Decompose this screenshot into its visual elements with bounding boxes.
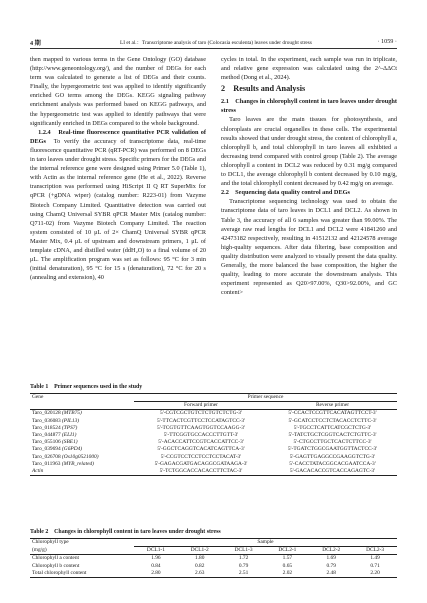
gene-symbol: (SBE1) bbox=[62, 439, 78, 446]
chlorophyll-value-cell: 0.65 bbox=[282, 562, 293, 569]
chlorophyll-value-cell: 2.80 bbox=[151, 569, 161, 576]
table2-header-unit: (mg/g) bbox=[32, 546, 47, 553]
reverse-primer-cell: 5'-TGATCTGGCGAATGGTTACTCC-3' bbox=[287, 446, 378, 453]
gene-cell bbox=[30, 454, 134, 461]
chlorophyll-value-cell: 2.51 bbox=[238, 569, 249, 576]
sample-header-cell: DCL1-2 bbox=[190, 547, 209, 554]
sample-header-cell: DCL2-3 bbox=[366, 547, 385, 554]
table-row bbox=[30, 454, 397, 461]
chlorophyll-value-cell: 1.57 bbox=[282, 555, 293, 562]
chlorophyll-value-cell: 2.63 bbox=[195, 569, 205, 576]
gene-symbol: Actin bbox=[32, 468, 44, 475]
reverse-primer-cell: 5'-CACCTATACGGCACGAATCCA-3' bbox=[289, 460, 376, 467]
gene-cell bbox=[30, 446, 134, 453]
table2-header-type: Chlorophyll type bbox=[32, 539, 69, 546]
table2-header-sample: Sample bbox=[134, 539, 397, 547]
gene-id: Taro_044877 bbox=[32, 432, 63, 439]
chlorophyll-value-cell: 2.02 bbox=[282, 569, 293, 576]
table-row bbox=[30, 563, 397, 570]
gene-cell bbox=[30, 425, 134, 432]
table-row bbox=[30, 446, 397, 453]
forward-primer-cell: 5'-CGTCGCTGTCTCTGTCTCTG-3' bbox=[160, 410, 242, 417]
header-rule bbox=[30, 48, 397, 49]
reverse-primer-cell: 5'-CTGCCTTGCTCACTCTTCC-3' bbox=[293, 439, 372, 446]
gene-symbol: (MYB_related) bbox=[61, 460, 94, 467]
chlorophyll-value-cell: 1.69 bbox=[326, 555, 336, 562]
gene-symbol: (PIL13) bbox=[62, 417, 80, 424]
gene-symbol: (ELI1) bbox=[62, 432, 77, 439]
table2-caption: Table 2 Changes in chlorophyll content in taro leaves under drought stress bbox=[30, 529, 221, 535]
chlorophyll-value-cell: 2.20 bbox=[370, 569, 380, 576]
gene-symbol: (MTB75) bbox=[62, 410, 82, 417]
table-row bbox=[30, 468, 397, 476]
sequencing-paragraph: Transcriptome sequencing technology was used to obtain the transcriptome data of taro leaves in DCL1 and DCL2. As shown in Table 3, the accuracy of all 6 samples was greater than 99.00%. The average raw read lengths for DCL1 and DCL2 were 41841260 and 42473182 respectively, resulting in 41512132 and 42124578 average high-quality sequences. After data filtering, base composition and quality distribution were analyzed to visually present the data quality. Generally, the more balanced the base composition, the higher the quality, leading to more accurate the downstream analysis. This experiment represented as Q20>97.00%, Q30>92.00%, and GC content> bbox=[221, 198, 397, 297]
gene-symbol: (TPS7) bbox=[62, 424, 78, 431]
table-row bbox=[30, 439, 397, 446]
gene-id: Taro_039694 bbox=[32, 446, 63, 453]
table1-header-gene: Gene bbox=[32, 394, 44, 401]
gene-cell bbox=[30, 461, 134, 468]
reverse-primer-cell: 5'-TGCCTCATTCATCGCTCTG-3' bbox=[293, 424, 372, 431]
table1-header-forward: Forward primer bbox=[184, 402, 218, 409]
right-column bbox=[221, 55, 397, 297]
gene-id: Taro_055106 bbox=[32, 439, 63, 446]
chlorophyll-value-cell: 2.48 bbox=[326, 569, 336, 576]
chlorophyll-value-cell: 0.84 bbox=[151, 562, 161, 569]
table-row bbox=[30, 461, 397, 468]
chlorophyll-value-cell: 1.80 bbox=[195, 555, 205, 562]
sample-header-cell: DCL1-3 bbox=[234, 547, 253, 554]
gene-id: Taro_011963 bbox=[32, 460, 62, 467]
table-chlorophyll bbox=[30, 526, 397, 578]
chlorophyll-value-cell: 0.79 bbox=[238, 562, 249, 569]
table-row bbox=[30, 432, 397, 439]
gene-cell bbox=[30, 468, 134, 476]
chlorophyll-value-cell: 1.49 bbox=[370, 555, 380, 562]
chlorophyll-type-cell: Total chlorophyll content bbox=[32, 569, 87, 576]
gene-id: Taro_020128 bbox=[32, 410, 63, 417]
table1-header-reverse: Reverse primer bbox=[315, 402, 350, 409]
chlorophyll-value-cell: 0.79 bbox=[326, 562, 336, 569]
qpcr-text: To verify the accuracy of transcriptome data, real-time fluorescence quantitative PCR (qRT-PCR) was performed on 8 DEGs in taro leaves under drought stress. Specific primers for the DEGs and the internal reference gene were designed using Primer 5.0 (Table 1), with Actin as the internal reference gene (He et al., 2022). Reverse transcription was performed using HiScript II Q RT SuperMix for qPCR (+gDNA wiper) (catalog number: R223-01) from Vazyme Biotech Company Limited. Quantitative detection was carried out using ChamQ Universal SYBR qPCR Master Mix (catalog number: Q711-02) from Vazyme Biotech Company Limited. The reaction system consisted of 10 μL of 2× ChamQ Universal SYBR qPCR Master Mix, 0.4 μL of upstream and downstream primers, 1 μL of template cDNA, and distilled water (ddH₂O) to a final volume of 20 μL. The amplification program was set as follows: 95 °C for 3 min (initial denaturation), 95 °C for 15 s (denaturation), 72 °C for 20 s (annealing and extension), 40 bbox=[30, 137, 206, 282]
qpcr-subheading: 1.2.4 Real-time fluorescence quantitative PCR validation of DEGs bbox=[30, 128, 206, 145]
qpcr-continued-paragraph: cycles in total. In the experiment, each sample was run in triplicate, and relative gene expression was calculated using the 2^-ΔΔCt method (Dong et al., 2024). bbox=[221, 56, 397, 82]
section-title-results: 2 Results and Analysis bbox=[221, 84, 306, 94]
forward-primer-cell: 5'-TCGTGTTCAAGTGGTCCAAGG-3' bbox=[157, 424, 245, 431]
gene-symbol: (Os10g0521000) bbox=[62, 453, 99, 460]
table-row bbox=[30, 418, 397, 425]
qpcr-paragraph bbox=[30, 128, 206, 283]
forward-primer-cell: 5'-TCTGGCACCACACCTTCTAC-3' bbox=[159, 468, 243, 475]
table1-caption: Table 1 Primer sequences used in the study bbox=[30, 384, 143, 390]
table-row bbox=[30, 570, 397, 578]
chlorophyll-value-cell: 0.82 bbox=[195, 562, 205, 569]
reverse-primer-cell: 5'-TATCTGCTCGGTCACTCTGTTC-3' bbox=[288, 432, 377, 439]
table-row bbox=[30, 555, 397, 563]
chlorophyll-type-cell: Chlorophyll a content bbox=[32, 555, 80, 562]
running-title: LI et al.：Transcriptome analysis of taro (Colocasia esculenta) leaves under drought stress bbox=[120, 40, 312, 46]
gene-cell bbox=[30, 418, 134, 425]
table-row bbox=[30, 410, 397, 418]
chlorophyll-paragraph: Taro leaves are the main tissues for photosynthesis, and chloroplasts are crucial organelles in these cells. The experimental results showed that under drought stress, the content of chlorophyll a, chlorophyll b, and total chlorophyll in taro leaves all exhibited a decreasing trend compared with control group (Table 2). The average chlorophyll a content in DCL2 was reduced by 0.31 mg/g compared to DCL1, the average chlorophyll b content decreased by 0.10 mg/g, and the total chlorophyll content decreased by 0.42 mg/g on average. bbox=[221, 116, 397, 188]
forward-primer-cell: 5'-ACACCATTCCGTCACCATTCC-3' bbox=[158, 439, 244, 446]
reverse-primer-cell: 5'-GACACACCGTCACCAGAGTC-3' bbox=[289, 468, 376, 475]
gene-id: Taro_018524 bbox=[32, 424, 63, 431]
table1-grid bbox=[30, 393, 397, 476]
left-column bbox=[30, 55, 206, 282]
forward-primer-cell: 5'-TTCGGTGCCACCCTTGTT-3' bbox=[163, 432, 239, 439]
table-primers bbox=[30, 381, 397, 476]
reverse-primer-cell: 5'-GAGTTGAGGCCGAAGGTCTG-3' bbox=[289, 453, 376, 460]
forward-primer-cell: 5'-GAGACGATGACAGGCGATAAGA-3' bbox=[154, 460, 248, 467]
forward-primer-cell: 5'-CCGTCCTCCTCCTCCTACAT-3' bbox=[160, 453, 242, 460]
reverse-primer-cell: 5'-CCACTCCGTTCACATAGTTCCT-3' bbox=[288, 410, 377, 417]
issue-number: 4 期 bbox=[30, 40, 41, 47]
sample-header-cell: DCL1-1 bbox=[146, 547, 165, 554]
chlorophyll-value-cell: 1.96 bbox=[151, 555, 161, 562]
table1-body bbox=[30, 410, 397, 476]
table2-grid bbox=[30, 538, 397, 578]
sample-header-cell: DCL2-1 bbox=[278, 547, 297, 554]
page-number: · 1059 · bbox=[377, 38, 397, 45]
gene-id: Taro_036083 bbox=[32, 417, 63, 424]
gene-symbol: (G6PD4) bbox=[62, 446, 83, 453]
gene-cell bbox=[30, 410, 134, 418]
reverse-primer-cell: 5'-GCATCCTCCTCTACACCTCTTC-3' bbox=[288, 417, 377, 424]
go-enrichment-paragraph: then mapped to various terms in the Gene Ontology (GO) database (http://www.geneontology.org/), and the number of DEGs for each term was calculated to generate a list of DEGs and their counts. Finally, the hypergeometric test was applied to identify significantly enriched GO terms among the DEGs. KEGG signaling pathway enrichment analysis was performed based on KEGG pathways, and the hypergeometric test was applied to identify pathways that were significantly enriched in DEGs compared to the whole background. bbox=[30, 56, 206, 127]
forward-primer-cell: 5'-TTCACTCGTTCCTCCATAGTCC-3' bbox=[156, 417, 246, 424]
chlorophyll-type-cell: Chlorophyll b content bbox=[32, 562, 80, 569]
forward-primer-cell: 5'-GGCTCAGGTCACATCAGTTCA-3' bbox=[157, 446, 245, 453]
subsection-title-sequencing: 2.2 Sequencing data quality control and DEGs bbox=[221, 189, 350, 197]
table-row bbox=[30, 425, 397, 432]
gene-id: Taro_026708 bbox=[32, 453, 63, 460]
chlorophyll-value-cell: 0.71 bbox=[370, 562, 380, 569]
sample-header-cell: DCL2-2 bbox=[322, 547, 341, 554]
table2-body bbox=[30, 555, 397, 578]
subsection-title-chlorophyll: 2.1 Changes in chlorophyll content in taro leaves under drought stress bbox=[221, 98, 397, 115]
table1-header-primer: Primer sequence bbox=[134, 394, 397, 402]
chlorophyll-value-cell: 1.72 bbox=[238, 555, 249, 562]
